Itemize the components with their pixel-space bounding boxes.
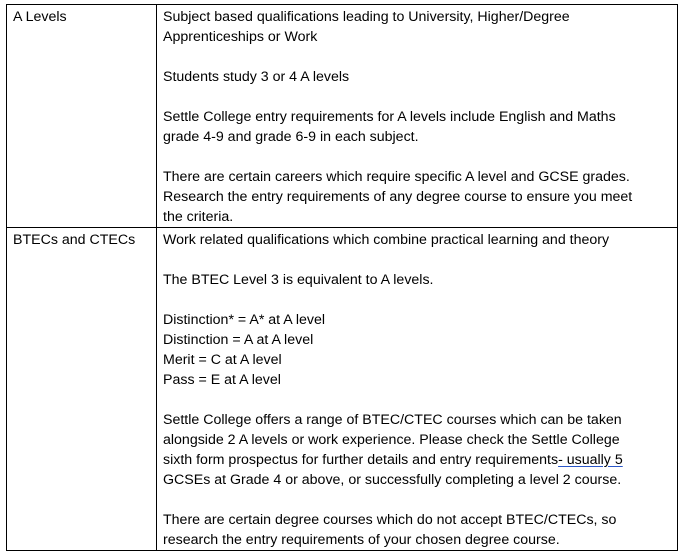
text-line: Settle College entry requirements for A levels include English and Maths bbox=[163, 109, 616, 125]
paragraph bbox=[163, 510, 673, 550]
qualifications-table bbox=[6, 4, 678, 551]
text-line: Settle College offers a range of BTEC/CTEC courses which can be taken bbox=[163, 412, 622, 428]
text-line: Apprenticeships or Work bbox=[163, 29, 318, 45]
text-line: Work related qualifications which combine practical learning and theory bbox=[163, 232, 610, 248]
row-label: A Levels bbox=[7, 5, 157, 228]
text-line: GCSEs at Grade 4 or above, or successfully completing a level 2 course. bbox=[163, 472, 622, 488]
text-line: Subject based qualifications leading to University, Higher/Degree bbox=[163, 9, 570, 25]
a-levels-description bbox=[157, 5, 678, 228]
grade-item: Merit = C at A level bbox=[163, 352, 282, 368]
paragraph bbox=[163, 270, 673, 290]
paragraph bbox=[163, 67, 673, 87]
grade-item: Distinction = A at A level bbox=[163, 332, 314, 348]
grade-item: Distinction* = A* at A level bbox=[163, 312, 326, 328]
text-line: the criteria. bbox=[163, 209, 234, 225]
paragraph bbox=[163, 7, 673, 47]
text-line bbox=[163, 450, 673, 470]
text-line: There are certain careers which require specific A level and GCSE grades. bbox=[163, 169, 630, 185]
table-row-btecs bbox=[7, 228, 678, 551]
paragraph bbox=[163, 230, 673, 250]
btecs-description bbox=[157, 228, 678, 551]
row-label: BTECs and CTECs bbox=[7, 228, 157, 551]
text-line: alongside 2 A levels or work experience. Please check the Settle College bbox=[163, 432, 620, 448]
table-row-a-levels bbox=[7, 5, 678, 228]
text-line: Students study 3 or 4 A levels bbox=[163, 69, 350, 85]
paragraph bbox=[163, 107, 673, 147]
grade-list bbox=[163, 310, 673, 390]
text-segment: sixth form prospectus for further details and entry requirements bbox=[163, 452, 559, 468]
text-line: Research the entry requirements of any degree course to ensure you meet bbox=[163, 189, 633, 205]
text-line: research the entry requirements of your chosen degree course. bbox=[163, 532, 560, 548]
grade-item: Pass = E at A level bbox=[163, 372, 281, 388]
paragraph bbox=[163, 167, 673, 227]
text-line: grade 4-9 and grade 6-9 in each subject. bbox=[163, 129, 419, 145]
paragraph bbox=[163, 410, 673, 490]
text-line: There are certain degree courses which do not accept BTEC/CTECs, so bbox=[163, 512, 617, 528]
text-line: The BTEC Level 3 is equivalent to A levels. bbox=[163, 272, 434, 288]
spellcheck-marked-text: - usually 5 bbox=[558, 452, 623, 468]
